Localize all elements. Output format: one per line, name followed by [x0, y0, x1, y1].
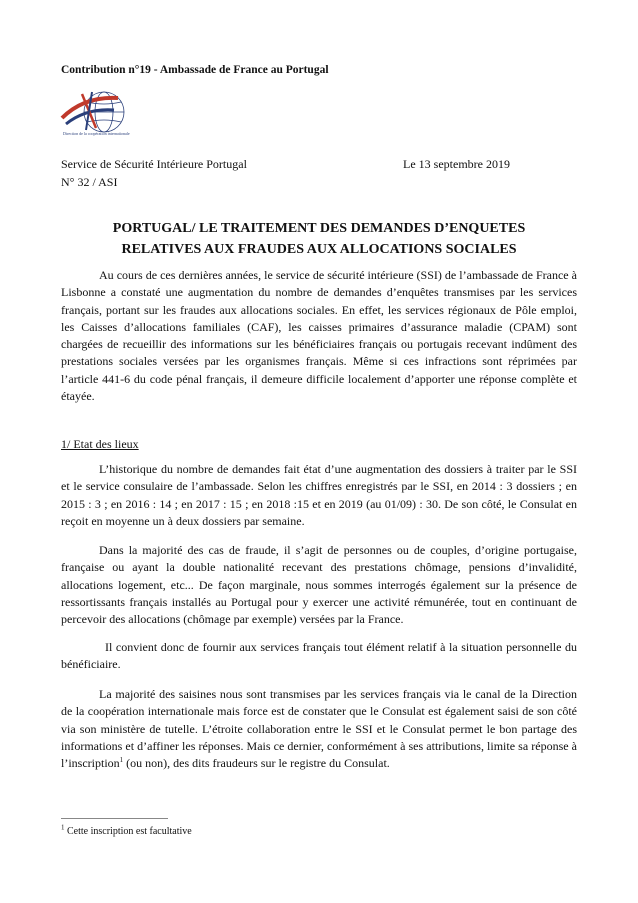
- intro-paragraph: Au cours de ces dernières années, le service de sécurité intérieure (SSI) de l’ambassade de France à Lisbonne a constaté une augmentation du nombre de demandes d’enquêtes transmises par les services français, portant sur les fraudes aux allocations sociales. En effet, les services régionaux de Pôle emploi, les Caisses d’allocations familiales (CAF), les caisses primaires d’assurance maladie (CPAM) sont chargées de recueillir des informations sur les bénéficiaires français ou portugais recevant indûment des prestations sociales versées par les organismes français. Même si ces infractions sont réprimées par l’article 441-6 du code pénal français, il demeure difficile localement d’apporter une réponse complète et étayée.: [61, 268, 577, 404]
- logo-caption: Direction de la coopération internationale: [63, 131, 130, 136]
- paragraph-referrals: [61, 686, 577, 772]
- footnote-text: Cette inscription est facultative: [64, 826, 192, 837]
- paragraph-referrals-end: (ou non), des dits fraudeurs sur le registre du Consulat.: [123, 756, 390, 771]
- paragraph-fraud-cases: Dans la majorité des cas de fraude, il s’agit de personnes ou de couples, d’origine portugaise, française ou ayant la double nationalité recevant des prestations chômage, pensions d’invalidité, allocations logement, etc... De façon marginale, nous sommes interrogés également sur la présence de ressortissants français installés au Portugal pour y exercer une activité rémunérée, tout en continuant de percevoir des allocations (chômage par exemple) versées par la France.: [61, 543, 577, 627]
- service-name: Service de Sécurité Intérieure Portugal: [61, 157, 247, 171]
- paragraph-referrals-text: La majorité des saisines nous sont transmises par les services français via le canal de la Direction de la coopération internationale mais force est de constater que le Consulat est également saisi de son côté via son ministère de tutelle. L’étroite collaboration entre le SSI et le Consulat permet le bon partage des informations et d’affiner les réponses. Mais ce dernier, conformément à ses attributions, limite sa réponse à l’inscription: [61, 687, 577, 771]
- footnote-divider: [61, 818, 168, 819]
- footnote-marker: 1: [61, 823, 65, 832]
- document-reference: N° 32 / ASI: [61, 175, 118, 189]
- paragraph-situation: Il convient donc de fournir aux services français tout élément relatif à la situation personnelle du bénéficiaire.: [61, 640, 577, 672]
- footnote-reference[interactable]: 1: [119, 756, 124, 765]
- document-title: [61, 218, 577, 260]
- section-heading: 1/ Etat des lieux: [61, 437, 139, 451]
- document-date: Le 13 septembre 2019: [403, 157, 510, 171]
- title-line-2: RELATIVES AUX FRAUDES AUX ALLOCATIONS SOCIALES: [121, 242, 517, 257]
- paragraph-history: L’historique du nombre de demandes fait état d’une augmentation des dossiers à traiter par le SSI et le service consulaire de l’ambassade. Selon les chiffres enregistrés par le SSI, en 2014 : 3 dossiers ; en 2015 : 3 ; en 2016 : 14 ; en 2017 : 15 ; en 2018 :15 et en 2019 (au 01/09) : 30. De son côté, le Consulat en reçoit en moyenne un à deux dossiers par semaine.: [61, 462, 577, 528]
- footnote: [61, 823, 192, 837]
- title-line-1: PORTUGAL/ LE TRAITEMENT DES DEMANDES D’ENQUETES: [112, 221, 526, 236]
- document-heading: Contribution n°19 - Ambassade de France au Portugal: [61, 64, 329, 76]
